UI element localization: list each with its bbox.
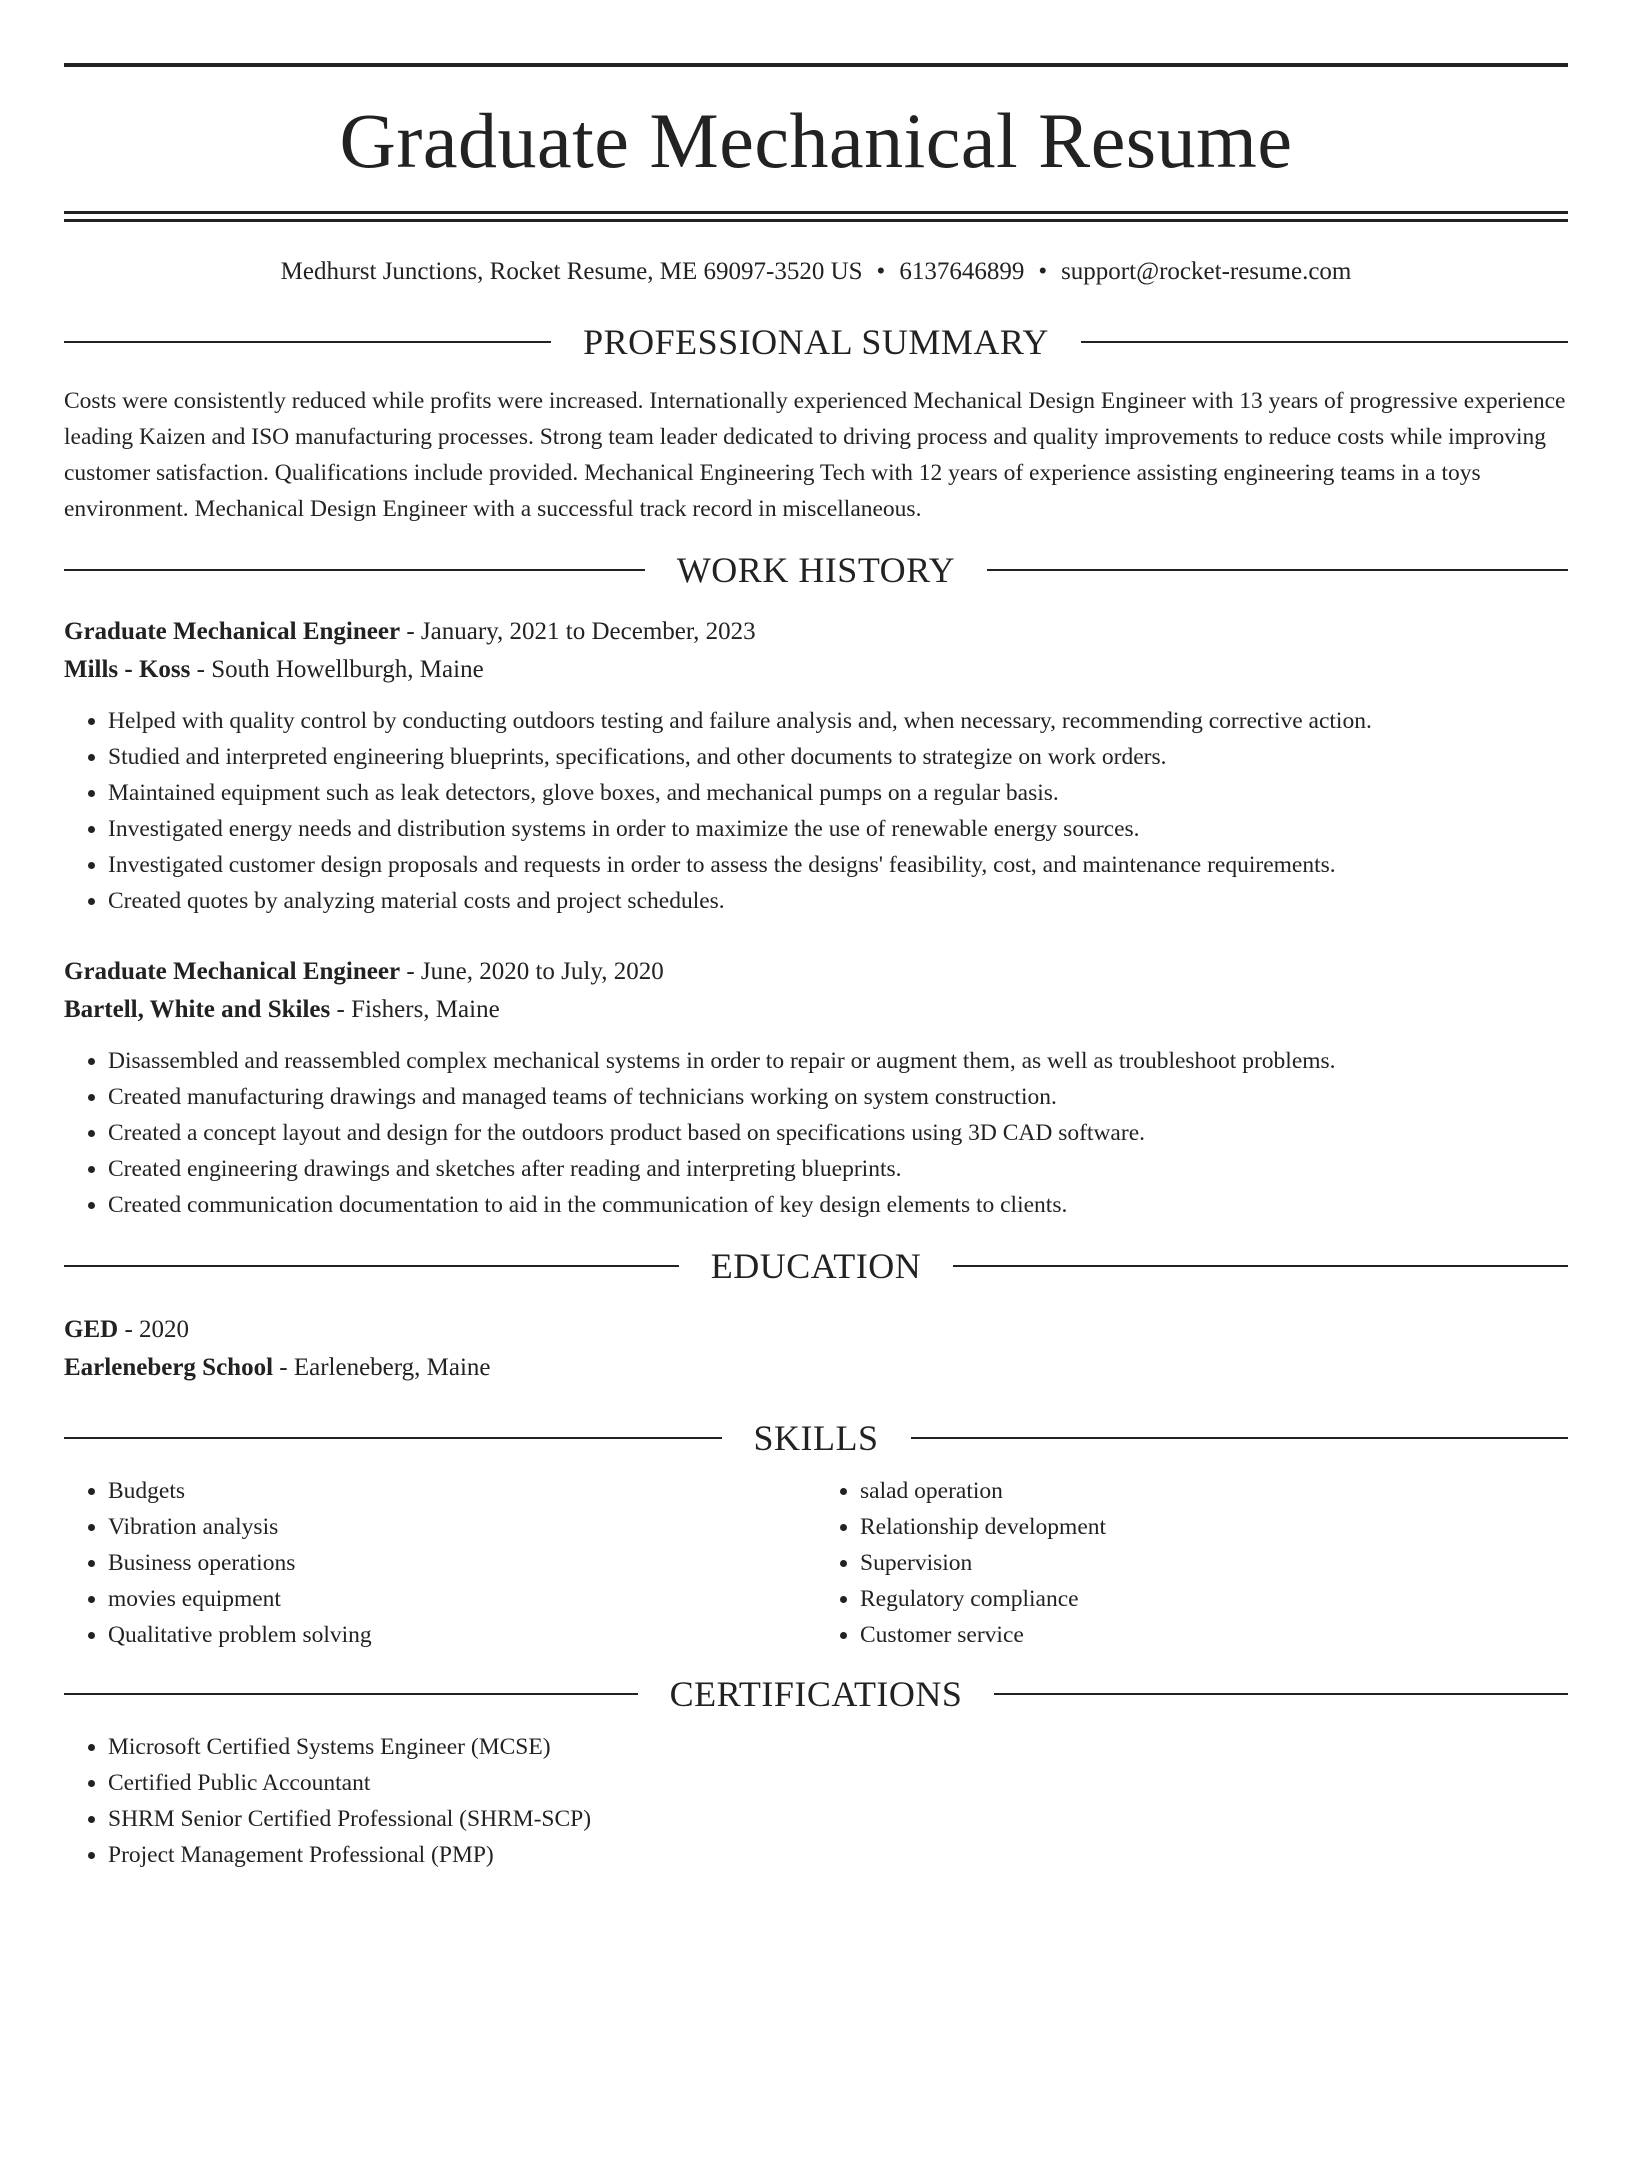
education-year: - 2020 [118,1316,190,1343]
section-rule [994,1693,1568,1695]
contact-email: support@rocket-resume.com [1061,258,1352,285]
list-item: • Investigated energy needs and distribution systems in order to maximize the use of renewable energy sources. [108,811,1568,847]
section-rule [64,1693,638,1695]
list-item: • Created a concept layout and design for the outdoors product based on specifications using 3D CAD software. [108,1115,1568,1151]
job-location: - Fishers, Maine [330,996,500,1023]
education-degree: GED [64,1316,119,1343]
education-location: - Earleneberg, Maine [273,1354,491,1381]
list-item: • Disassembled and reassembled complex mechanical systems in order to repair or augment them, as well as troubleshoot problems. [108,1043,1568,1079]
job-location: - South Howellburgh, Maine [190,656,484,683]
contact-separator: • [1038,258,1048,285]
certification-item: • Project Management Professional (PMP) [108,1837,1568,1873]
section-rule [64,341,551,343]
list-item: • Maintained equipment such as leak detectors, glove boxes, and mechanical pumps on a regular basis. [108,775,1568,811]
list-item: • Created quotes by analyzing material costs and project schedules. [108,883,1568,919]
section-rule [64,1265,679,1267]
section-rule [911,1437,1569,1439]
list-item: • Investigated customer design proposals and requests in order to assess the designs' feasibility, cost, and maintenance requirements. [108,847,1568,883]
skill-item: • Business operations [108,1545,816,1581]
job-dates: - June, 2020 to July, 2020 [400,958,664,985]
job-company-line [64,651,1568,689]
section-title-work: WORK HISTORY [676,550,956,590]
job-company: Mills - Koss [64,656,191,683]
education-school: Earleneberg School [64,1354,274,1381]
contact-address: Medhurst Junctions, Rocket Resume, ME 69097-3520 US [280,258,863,285]
top-rule [64,63,1568,67]
job-title: Graduate Mechanical Engineer [64,618,401,645]
section-header-certifications [64,1673,1568,1715]
contact-line [64,257,1568,287]
section-rule [1081,341,1568,343]
certification-item: • SHRM Senior Certified Professional (SHRM-SCP) [108,1801,1568,1837]
skill-item: • Vibration analysis [108,1509,816,1545]
section-rule [953,1265,1568,1267]
contact-separator: • [876,258,886,285]
skill-item: • movies equipment [108,1581,816,1617]
job-bullets [64,703,1568,919]
skills-column-right [816,1473,1568,1653]
job-entry [64,953,1568,1223]
resume-page [0,63,1632,2175]
skill-item: • Qualitative problem solving [108,1617,816,1653]
list-item: • Studied and interpreted engineering blueprints, specifications, and other documents to strategize on work orders. [108,739,1568,775]
job-company-line [64,991,1568,1029]
skills-grid [64,1473,1568,1653]
summary-paragraph: Costs were consistently reduced while profits were increased. Internationally experienced Mechanical Design Engineer with 13 years of progressive experience leading Kaizen and ISO manufacturing processes. Strong team leader dedicated to driving process and quality improvements to reduce costs while improving customer satisfaction. Qualifications include provided. Mechanical Engineering Tech with 12 years of experience assisting engineering teams in a toys environment. Mechanical Design Engineer with a successful track record in miscellaneous. [64,388,1566,522]
skill-item: • Supervision [860,1545,1568,1581]
certification-item: • Microsoft Certified Systems Engineer (MCSE) [108,1729,1568,1765]
skill-item: • Customer service [860,1617,1568,1653]
section-rule [987,569,1568,571]
list-item: • Created engineering drawings and sketches after reading and interpreting blueprints. [108,1151,1568,1187]
list-item: • Created manufacturing drawings and managed teams of technicians working on system construction. [108,1079,1568,1115]
education-school-line [64,1349,1568,1387]
contact-phone: 6137646899 [899,258,1025,285]
list-item: • Helped with quality control by conducting outdoors testing and failure analysis and, when necessary, recommending corrective action. [108,703,1568,739]
list-item: • Created communication documentation to aid in the communication of key design elements to clients. [108,1187,1568,1223]
skill-item: • Regulatory compliance [860,1581,1568,1617]
section-title-certifications: CERTIFICATIONS [669,1674,963,1714]
job-company: Bartell, White and Skiles [64,996,331,1023]
education-degree-line [64,1311,1568,1349]
section-title-education: EDUCATION [710,1246,922,1286]
certifications-list [64,1729,1568,1873]
skill-item: • Relationship development [860,1509,1568,1545]
certification-item: • Certified Public Accountant [108,1765,1568,1801]
section-header-work [64,549,1568,591]
education-entry [64,1311,1568,1387]
section-rule [64,1437,722,1439]
skills-column-left [64,1473,816,1653]
section-header-skills [64,1417,1568,1459]
title-double-rule [64,211,1568,222]
job-dates: - January, 2021 to December, 2023 [400,618,756,645]
section-rule [64,569,645,571]
section-title-skills: SKILLS [753,1418,879,1458]
job-title-line [64,613,1568,651]
section-header-education [64,1245,1568,1287]
resume-title: Graduate Mechanical Resume [339,97,1293,184]
section-header-summary [64,321,1568,363]
job-title: Graduate Mechanical Engineer [64,958,401,985]
skill-item: • salad operation [860,1473,1568,1509]
section-title-summary: PROFESSIONAL SUMMARY [583,322,1049,362]
job-bullets [64,1043,1568,1223]
skill-item: • Budgets [108,1473,816,1509]
job-title-line [64,953,1568,991]
job-entry [64,613,1568,919]
